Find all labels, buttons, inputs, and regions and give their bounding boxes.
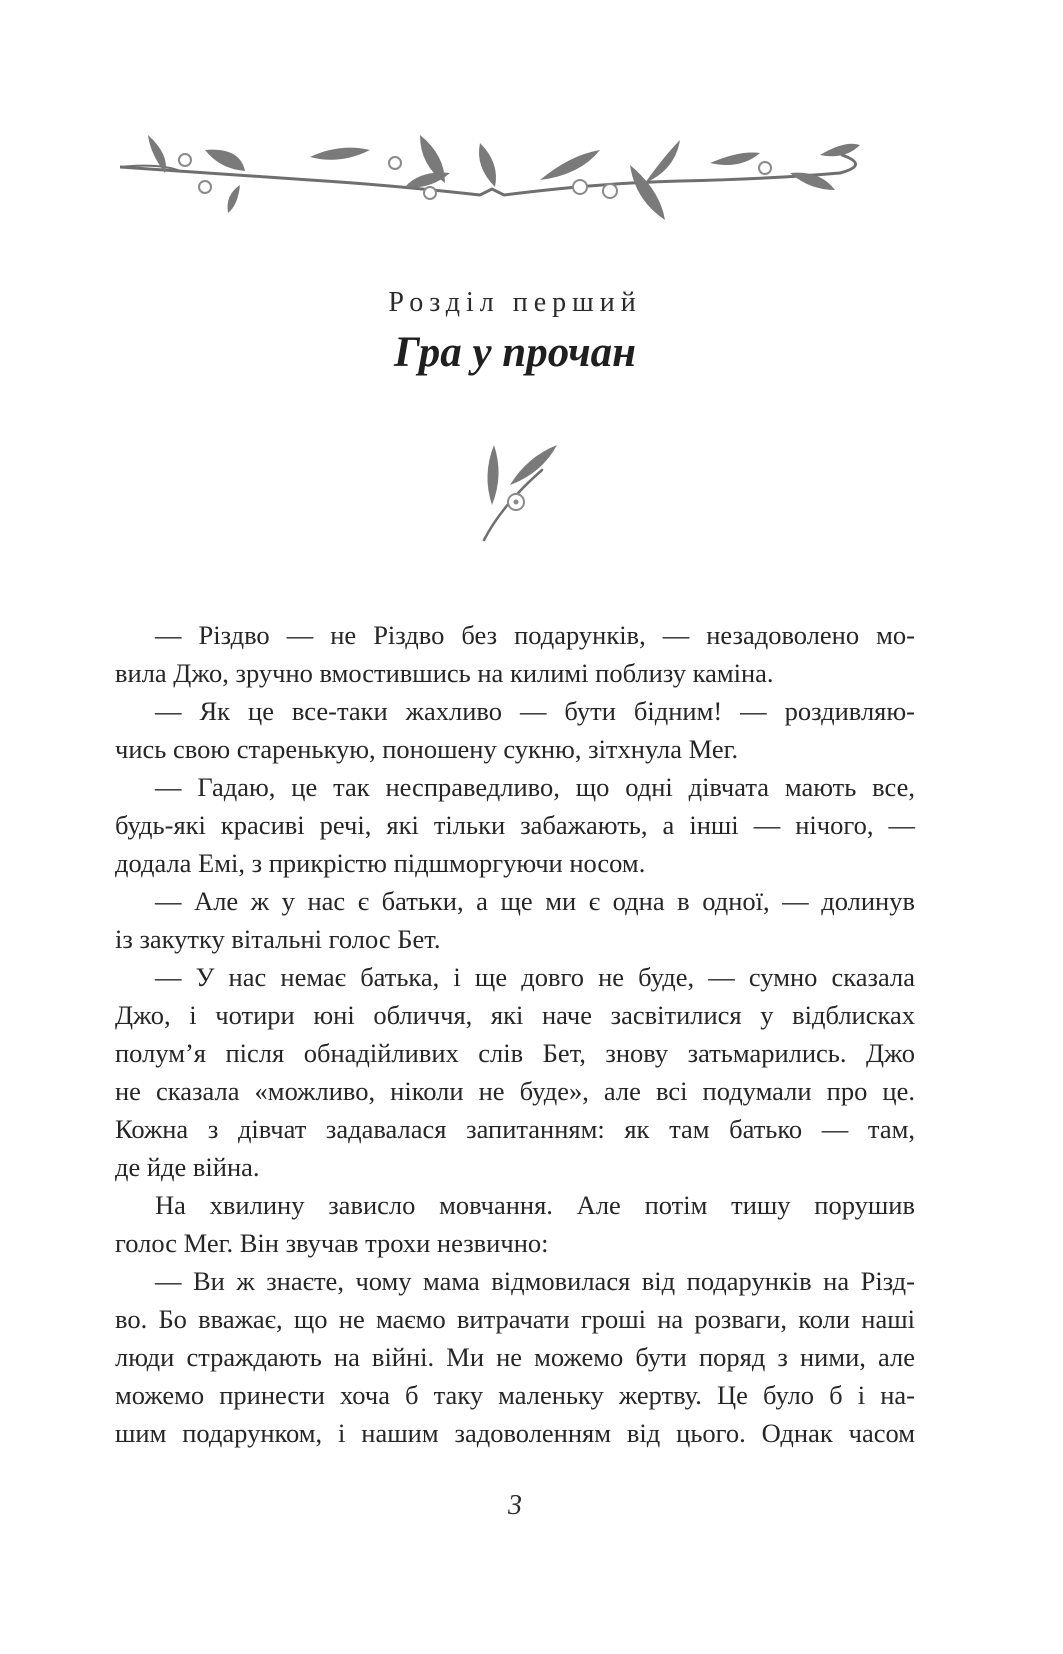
text-line: — Як це все-таки жахливо — бути бідним! — роздивляю- bbox=[155, 696, 915, 726]
text-line: Кожна з дівчат задавалася запитанням: як там батько — там, bbox=[115, 1114, 915, 1144]
text-line: Джо, і чотири юні обличчя, які наче засвітилися у відблисках bbox=[115, 1000, 915, 1030]
text-line: — Ви ж знаєте, чому мама відмовилася від подарунків на Різд- bbox=[155, 1266, 915, 1296]
text-line: голос Мег. Він звучав трохи незвично: bbox=[115, 1228, 549, 1258]
text-line: На хвилину зависло мовчання. Але потім тишу порушив bbox=[155, 1190, 915, 1220]
vine-branch-with-flowers-icon bbox=[120, 135, 900, 235]
chapter-body bbox=[115, 616, 915, 1452]
text-line: — Різдво — не Різдво без подарунків, — незадоволено мо- bbox=[155, 620, 915, 650]
text-line: із закутку вітальні голос Бет. bbox=[115, 924, 441, 954]
text-line: полум’я після обнадійливих слів Бет, знову затьмарились. Джо bbox=[115, 1038, 915, 1068]
chapter-title: Гра у прочан bbox=[393, 329, 637, 376]
text-line: — Гадаю, це так несправедливо, що одні дівчата мають все, bbox=[155, 772, 915, 802]
text-line: де йде війна. bbox=[115, 1152, 260, 1182]
text-line: можемо принести хоча б таку маленьку жертву. Це було б і на- bbox=[115, 1380, 915, 1410]
leaf-sprig-with-flower-icon bbox=[482, 445, 562, 545]
page-number: 3 bbox=[508, 1490, 522, 1521]
text-line: не сказала «можливо, ніколи не буде», але всі подумали про це. bbox=[115, 1076, 915, 1106]
text-line: додала Емі, з прикрістю підшморгуючи носом. bbox=[115, 848, 646, 878]
text-line: вила Джо, зручно вмостившись на килимі поблизу каміна. bbox=[115, 658, 774, 688]
text-line: люди страждають на війні. Ми не можемо бути поряд з ними, але bbox=[115, 1342, 915, 1372]
text-line: — Але ж у нас є батьки, а ще ми є одна в одної, — долинув bbox=[155, 886, 915, 916]
text-line: будь-які красиві речі, які тільки забажають, а інші — нічого, — bbox=[115, 810, 915, 840]
text-line: — У нас немає батька, і ще довго не буде, — сумно сказала bbox=[155, 962, 915, 992]
text-line: шим подарунком, і нашим задоволенням від цього. Однак часом bbox=[115, 1418, 915, 1448]
text-line: чись свою старенькую, поношену сукню, зітхнула Мег. bbox=[115, 734, 739, 764]
chapter-label: Розділ перший bbox=[388, 287, 642, 318]
text-line: во. Бо вважає, що не маємо витрачати гроші на розваги, коли наші bbox=[115, 1304, 915, 1334]
